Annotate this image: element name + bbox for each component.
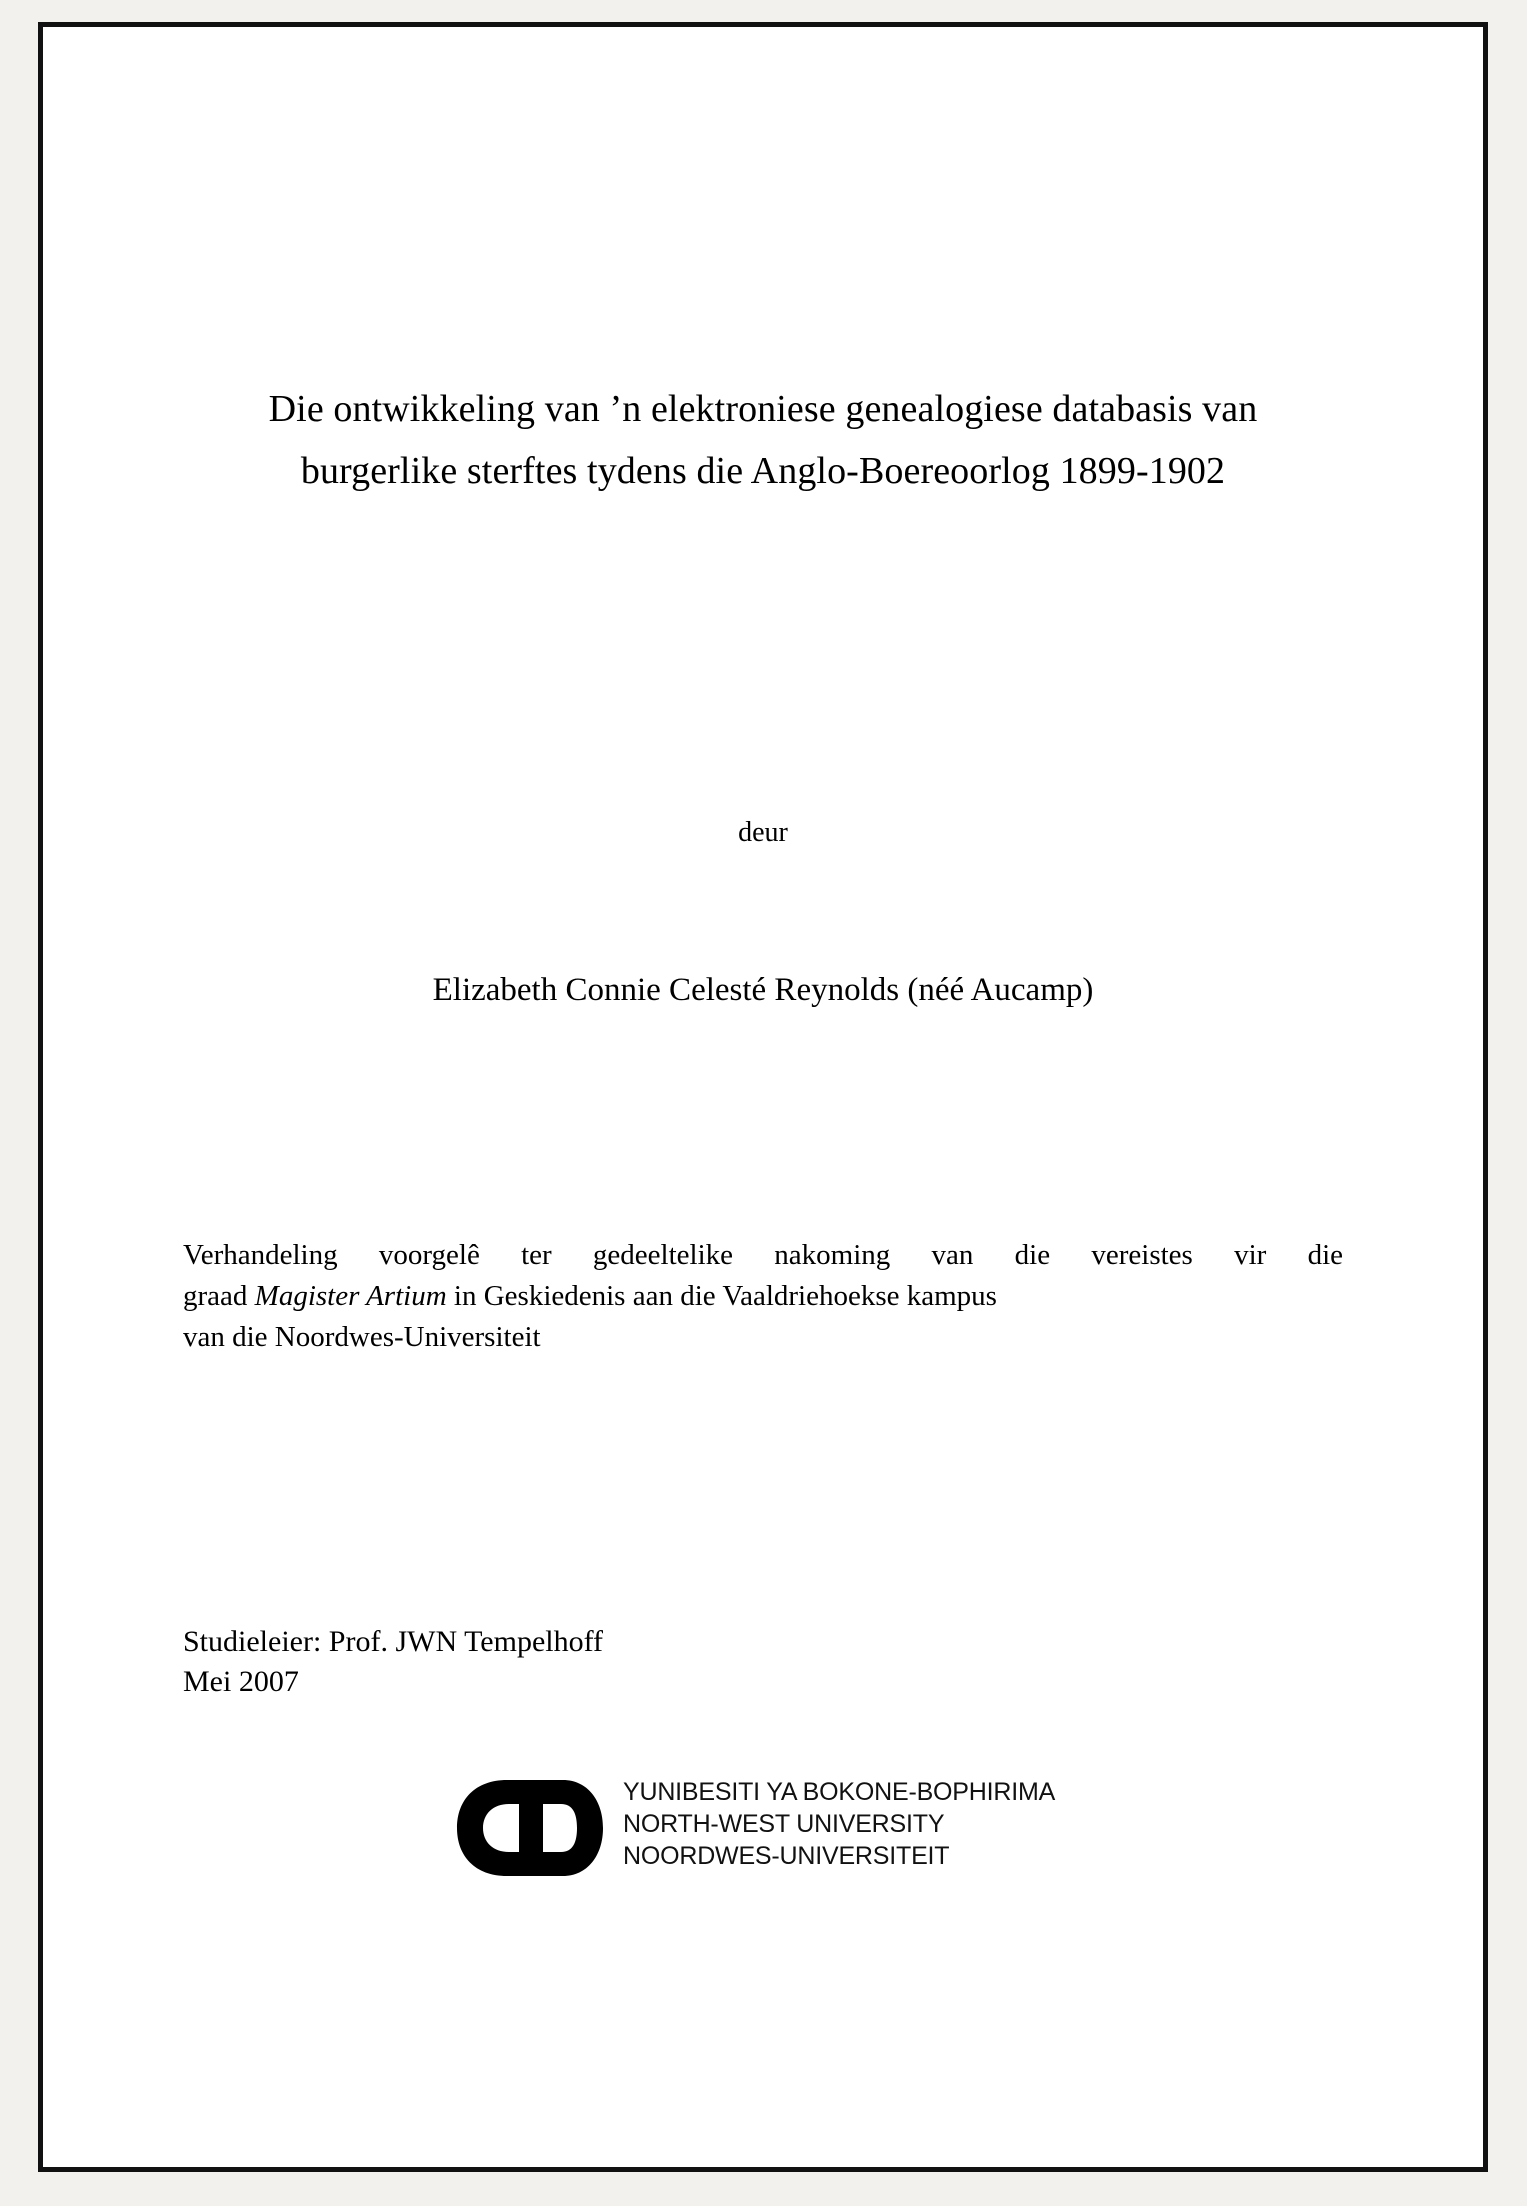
logo-text-line-3: NOORDWES-UNIVERSITEIT (623, 1842, 950, 1870)
statement-line-1: Verhandeling voorgelê ter gedeeltelike nakoming van die vereistes vir die (183, 1239, 1343, 1271)
statement-degree-italic: Magister Artium (254, 1280, 447, 1313)
title-line-1: Die ontwikkeling van ’n elektroniese genealogiese databasis van (268, 388, 1258, 430)
university-logo (451, 1772, 1091, 1892)
date-line: Mei 2007 (183, 1664, 299, 1698)
supervisor-block (183, 1622, 1343, 1701)
statement-line-2-post: in Geskiedenis aan die Vaaldriehoekse kampus (446, 1280, 997, 1313)
logo-text-line-2: NORTH-WEST UNIVERSITY (623, 1810, 945, 1838)
nwu-logo-mark-icon (451, 1774, 611, 1882)
author-name: Elizabeth Connie Celesté Reynolds (néé Aucamp) (432, 972, 1094, 1008)
logo-text-line-1: YUNIBESITI YA BOKONE-BOPHIRIMA (623, 1778, 1056, 1806)
page-surface (43, 27, 1483, 2167)
by-label: deur (738, 817, 788, 848)
title-line-2: burgerlike sterftes tydens die Anglo-Boereoorlog 1899-1902 (300, 449, 1226, 492)
university-logo-text (623, 1776, 1055, 1872)
supervisor-line: Studieleier: Prof. JWN Tempelhoff (183, 1625, 604, 1658)
degree-statement (183, 1235, 1343, 1359)
statement-line-2 (183, 1276, 1343, 1317)
statement-line-3: van die Noordwes-Universiteit (183, 1321, 541, 1354)
page-content (183, 27, 1343, 2167)
page-border-frame (38, 22, 1488, 2172)
statement-line-2-pre: graad (183, 1280, 255, 1313)
document-title (183, 379, 1343, 502)
